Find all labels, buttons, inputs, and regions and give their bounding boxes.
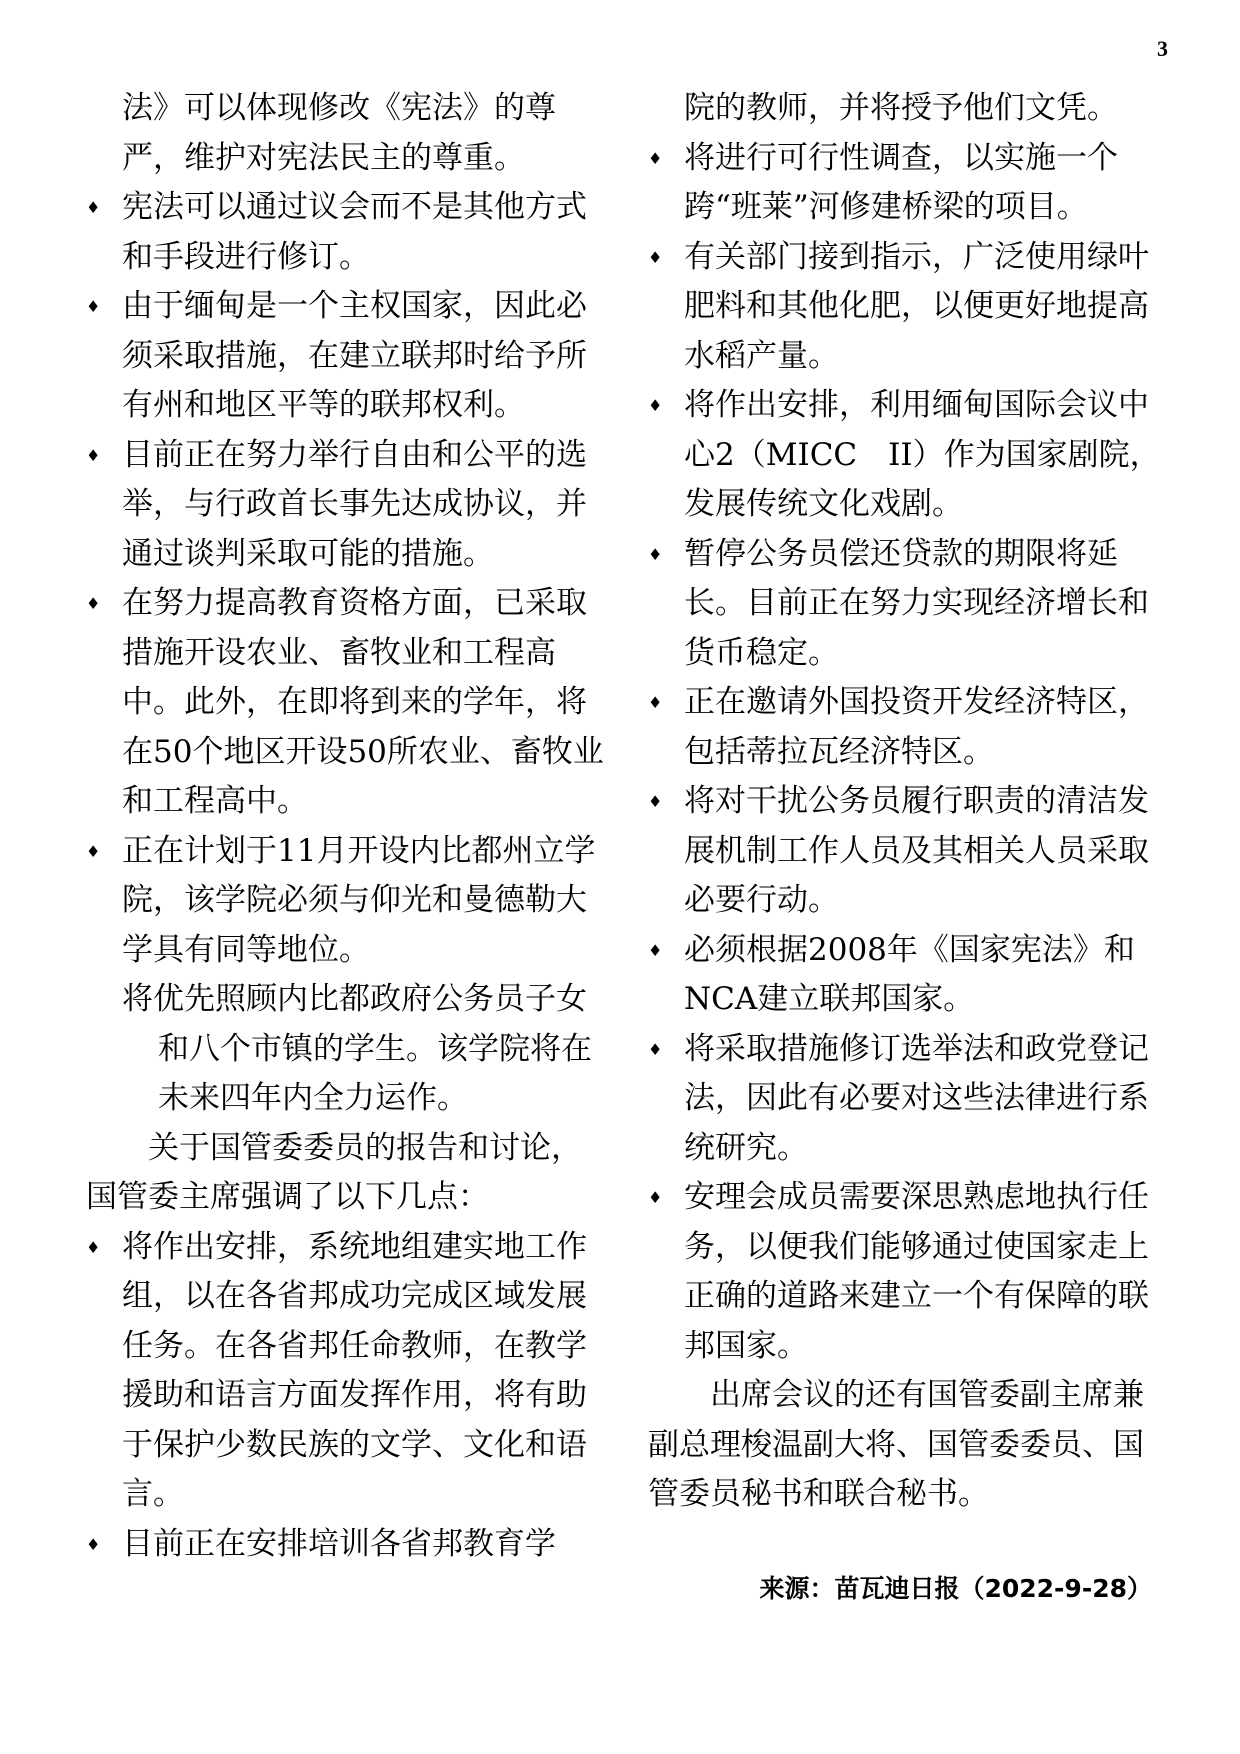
continued-text: 法》可以体现修改《宪法》的尊严，维护对宪法民主的尊重。 — [122, 90, 556, 176]
diamond-bullet-icon: ♦ — [648, 148, 663, 168]
diamond-bullet-icon: ♦ — [648, 1039, 663, 1059]
bullet-text: 将对干扰公务员履行职责的清洁发展机制工作人员及其相关人员采取必要行动。 — [684, 783, 1149, 918]
bullet-text: 由于缅甸是一个主权国家，因此必须采取措施，在建立联邦时给予所有州和地区平等的联邦权利。 — [122, 288, 587, 423]
bullet-item — [648, 233, 1170, 382]
page-number: 3 — [1157, 36, 1168, 61]
bullet-item — [648, 381, 1170, 530]
diamond-bullet-icon: ♦ — [648, 792, 663, 811]
bullet-item — [86, 1520, 606, 1570]
bullet-item — [648, 926, 1170, 1025]
hanging-paragraph: 将优先照顾内比都政府公务员子女和八个市镇的学生。该学院将在未来四年内全力运作。 — [122, 981, 592, 1116]
bullet-text: 正在计划于11月开设内比都州立学院，该学院必须与仰光和曼德勒大学具有同等地位。 — [122, 832, 596, 968]
bullet-text: 将采取措施修订选举法和政党登记法，因此有必要对这些法律进行系统研究。 — [684, 1030, 1149, 1166]
diamond-bullet-icon: ♦ — [648, 544, 663, 564]
diamond-bullet-icon: ♦ — [86, 841, 101, 861]
bullet-text: 在努力提高教育资格方面，已采取措施开设农业、畜牧业和工程高中。此外，在即将到来的学年，将在50个地区开设50所农业、畜牧业和工程高中。 — [122, 585, 604, 819]
diamond-bullet-icon: ♦ — [86, 297, 101, 316]
bullet-item — [86, 282, 606, 431]
bullet-item — [648, 777, 1170, 926]
diamond-bullet-icon: ♦ — [86, 445, 101, 465]
right-column — [648, 84, 1170, 1613]
diamond-bullet-icon: ♦ — [86, 1534, 101, 1554]
diamond-bullet-icon: ♦ — [648, 693, 663, 712]
bullet-item — [86, 1223, 606, 1520]
bullet-item — [648, 678, 1170, 777]
bullet-text: 目前正在努力举行自由和公平的选举，与行政首长事先达成协议，并通过谈判采取可能的措施。 — [122, 436, 587, 572]
bullet-text: 将作出安排，系统地组建实地工作组，以在各省邦成功完成区域发展任务。在各省邦任命教师，在教学援助和语言方面发挥作用，将有助于保护少数民族的文学、文化和语言。 — [122, 1228, 587, 1512]
intro-paragraph: 关于国管委委员的报告和讨论，国管委主席强调了以下几点： — [86, 1129, 582, 1215]
bullet-item — [648, 1025, 1170, 1174]
bullet-item — [648, 530, 1170, 679]
bullet-text: 正在邀请外国投资开发经济特区，包括蒂拉瓦经济特区。 — [684, 684, 1149, 770]
bullet-text: 宪法可以通过议会而不是其他方式和手段进行修订。 — [122, 189, 587, 275]
bullet-item — [86, 431, 606, 580]
diamond-bullet-icon: ♦ — [86, 594, 101, 613]
bullet-text: 将作出安排，利用缅甸国际会议中心2（MICC II）作为国家剧院，发展传统文化戏剧。 — [684, 387, 1161, 522]
bullet-text: 目前正在安排培训各省邦教育学 — [122, 1525, 556, 1562]
bullet-text: 必须根据2008年《国家宪法》和NCA建立联邦国家。 — [684, 931, 1135, 1017]
diamond-bullet-icon: ♦ — [648, 940, 663, 960]
bullet-text: 有关部门接到指示，广泛使用绿叶肥料和其他化肥，以便更好地提高水稻产量。 — [684, 238, 1149, 374]
left-column — [86, 84, 606, 1569]
bullet-item — [648, 1173, 1170, 1371]
bullet-item — [86, 579, 606, 827]
diamond-bullet-icon: ♦ — [86, 1237, 101, 1257]
bullet-item — [86, 827, 606, 976]
bullet-item — [648, 134, 1170, 233]
spacer — [648, 1520, 1170, 1564]
source-citation: 来源：苗瓦迪日报（2022-9-28） — [759, 1573, 1152, 1603]
bullet-text: 将进行可行性调查，以实施一个跨“班莱”河修建桥梁的项目。 — [684, 139, 1118, 225]
closing-paragraph: 出席会议的还有国管委副主席兼副总理梭温副大将、国管委委员、国管委员秘书和联合秘书。 — [648, 1377, 1144, 1512]
bullet-text: 安理会成员需要深思熟虑地执行任务，以便我们能够通过使国家走上正确的道路来建立一个有保障的联邦国家。 — [684, 1179, 1149, 1364]
diamond-bullet-icon: ♦ — [648, 396, 663, 415]
bullet-text: 暂停公务员偿还贷款的期限将延长。目前正在努力实现经济增长和货币稳定。 — [684, 535, 1149, 671]
continued-text: 院的教师，并将授予他们文凭。 — [684, 90, 1118, 126]
diamond-bullet-icon: ♦ — [648, 1188, 663, 1207]
bullet-item — [86, 183, 606, 282]
diamond-bullet-icon: ♦ — [86, 198, 101, 217]
diamond-bullet-icon: ♦ — [648, 247, 663, 267]
